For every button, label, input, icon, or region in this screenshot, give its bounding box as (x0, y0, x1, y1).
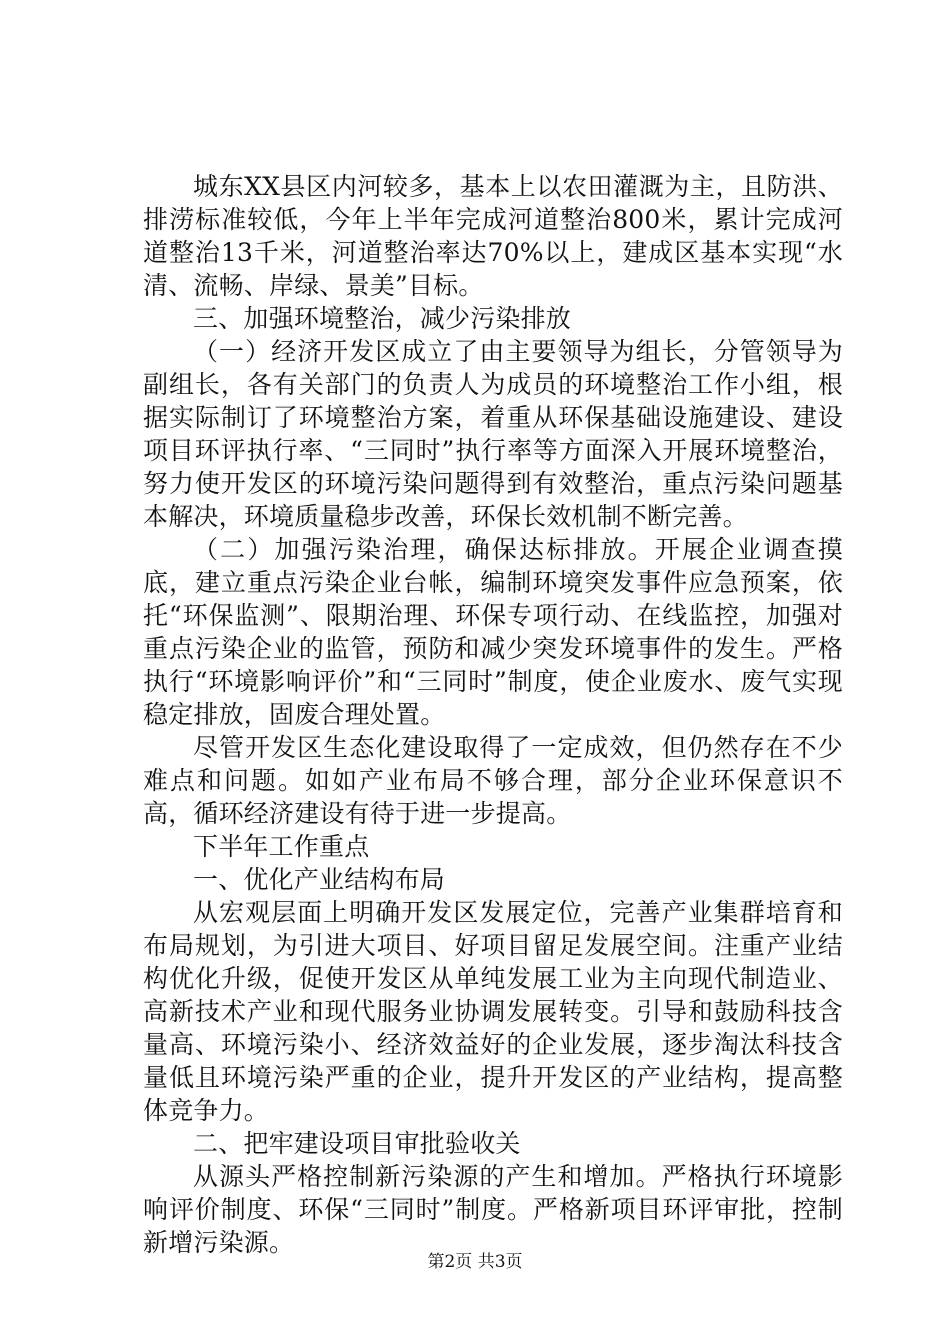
page-number-footer: 第2页 共3页 (427, 1252, 523, 1272)
heading-project-approval: 二、把牢建设项目审批验收关 (193, 1129, 521, 1158)
paragraph-problems: 尽管开发区生态化建设取得了一定成效，但仍然存在不少难点和问题。如如产业布局不够合理，部分企业环保意识不高，循环经济建设有待于进一步提高。 (143, 733, 843, 828)
heading-second-half-priorities: 下半年工作重点 (193, 832, 370, 861)
document-body (143, 170, 843, 1259)
heading-environment-rectification: 三、加强环境整治，减少污染排放 (193, 304, 572, 333)
heading-optimize-industry: 一、优化产业结构布局 (193, 865, 446, 894)
paragraph-rectification-team: （一）经济开发区成立了由主要领导为组长，分管领导为副组长，各有关部门的负责人为成员的环境整治工作小组，根据实际制订了环境整治方案，着重从环保基础设施建设、建设项目环评执行率、“三同时”执行率等方面深入开展环境整治，努力使开发区的环境污染问题得到有效整治，重点污染问题基本解决，环境质量稳步改善，环保长效机制不断完善。 (143, 337, 843, 531)
paragraph-river-management: 城东XX县区内河较多，基本上以农田灌溉为主，且防洪、排涝标准较低，今年上半年完成河道整治800米，累计完成河道整治13千米，河道整治率达70%以上，建成区基本实现“水清、流畅、岸绿、景美”目标。 (143, 172, 843, 300)
paragraph-pollution-control: （二）加强污染治理，确保达标排放。开展企业调查摸底，建立重点污染企业台帐，编制环境突发事件应急预案，依托“环保监测”、限期治理、环保专项行动、在线监控，加强对重点污染企业的监管，预防和减少突发环境事件的发生。严格执行“环境影响评价”和“三同时”制度，使企业废水、废气实现稳定排放，固废合理处置。 (143, 535, 843, 729)
paragraph-source-control: 从源头严格控制新污染源的产生和增加。严格执行环境影响评价制度、环保“三同时”制度。严格新项目环评审批，控制新增污染源。 (143, 1162, 843, 1257)
paragraph-industry-structure: 从宏观层面上明确开发区发展定位，完善产业集群培育和布局规划，为引进大项目、好项目留足发展空间。注重产业结构优化升级，促使开发区从单纯发展工业为主向现代制造业、高新技术产业和现代服务业协调发展转变。引导和鼓励科技含量高、环境污染小、经济效益好的企业发展，逐步淘汰科技含量低且环境污染严重的企业，提升开发区的产业结构，提高整体竞争力。 (143, 898, 843, 1125)
